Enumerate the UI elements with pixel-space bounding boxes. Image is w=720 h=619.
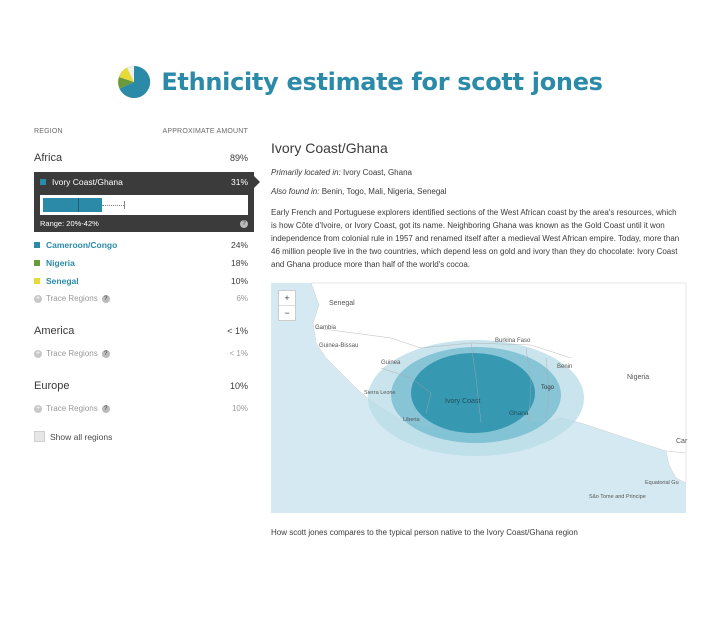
continent-pct: 89%	[229, 153, 248, 163]
trace-label: Trace Regions	[46, 294, 98, 303]
range-bar-fill	[43, 198, 102, 212]
continent-pct: < 1%	[227, 326, 248, 336]
trace-regions-africa[interactable]	[34, 294, 248, 303]
map-label-benin: Benin	[557, 364, 573, 370]
subregion-name: Cameroon/Congo	[46, 240, 118, 250]
trace-label: Trace Regions	[46, 349, 98, 358]
map-label-sierra-leone: Sierra Leone	[364, 390, 396, 396]
also-found-value: Benin, Togo, Mali, Nigeria, Senegal	[321, 187, 447, 196]
region-color-swatch	[34, 278, 40, 284]
amount-column-header: APPROXIMATE AMOUNT	[162, 128, 248, 135]
range-bar	[40, 195, 248, 215]
range-bar-end-tick	[124, 201, 125, 209]
comparison-heading: How scott jones compares to the typical person native to the Ivory Coast/Ghana region	[271, 528, 578, 537]
region-color-swatch	[40, 179, 46, 185]
map-label-senegal: Senegal	[329, 300, 355, 307]
subregion-senegal[interactable]	[34, 276, 248, 286]
expand-plus-icon: +	[35, 294, 41, 302]
selected-region-name: Ivory Coast/Ghana	[52, 177, 123, 187]
continent-africa[interactable]	[34, 152, 248, 164]
subregion-name: Nigeria	[46, 258, 75, 268]
primarily-value: Ivory Coast, Ghana	[343, 168, 412, 177]
expand-plus-icon: +	[35, 349, 41, 357]
trace-regions-europe[interactable]	[34, 404, 248, 413]
primarily-label: Primarily located in:	[271, 168, 341, 177]
help-icon[interactable]: ?	[240, 220, 248, 228]
map-label-equatorial-guinea: Equatorial Gu	[645, 480, 679, 486]
trace-pct: < 1%	[229, 349, 248, 358]
map-label-gambia: Gambia	[315, 325, 337, 331]
region-detail-title: Ivory Coast/Ghana	[271, 140, 388, 156]
region-color-swatch	[34, 260, 40, 266]
map-label-guinea: Guinea	[381, 360, 401, 366]
region-list-panel	[34, 128, 248, 442]
page-title: Ethnicity estimate for scott jones	[161, 68, 603, 96]
show-all-label: Show all regions	[50, 431, 113, 442]
show-all-regions-toggle[interactable]	[34, 431, 248, 442]
map-label-guinea-bissau: Guinea-Bissau	[319, 343, 359, 349]
continent-name: Europe	[34, 380, 70, 392]
help-icon[interactable]: ?	[102, 350, 110, 358]
selected-region-ivory-coast-ghana[interactable]	[34, 172, 254, 232]
also-found-line	[271, 187, 683, 196]
ethnicity-pie-icon	[117, 65, 151, 99]
region-map[interactable]	[271, 283, 686, 513]
subregion-nigeria[interactable]	[34, 258, 248, 268]
continent-name: Africa	[34, 152, 63, 164]
subregion-pct: 24%	[230, 240, 248, 250]
column-headers	[34, 128, 248, 135]
region-column-header: REGION	[34, 128, 63, 135]
continent-america[interactable]	[34, 325, 248, 337]
page-header	[0, 60, 720, 104]
map-label-ghana: Ghana	[509, 410, 529, 417]
subregion-cameroon-congo[interactable]	[34, 240, 248, 250]
range-bar-marker	[78, 198, 79, 212]
land-mass-east	[666, 451, 686, 483]
region-description: Early French and Portuguese explorers identified sections of the West African coast by the area's resources, which is how Côte d'Ivoire, or Ivory Coast, got its name. Neighboring Ghana was known as the Gold Coast until it won independence from colonial rule in 1957 and renamed itself after a medieval West African empire. Today, more than 46 million people live in the two countries, which depend less on gold and ivory than they do chocolate: Ivory Coast and Ghana produce more than half of the world's cocoa.	[271, 208, 680, 269]
help-icon[interactable]: ?	[102, 295, 110, 303]
help-icon[interactable]: ?	[102, 405, 110, 413]
map-label-cameroon-partial: Car	[676, 438, 688, 445]
range-bar-dotted-extension	[102, 205, 124, 206]
subregion-name: Senegal	[46, 276, 79, 286]
trace-pct: 10%	[231, 404, 248, 413]
map-label-togo: Togo	[541, 385, 555, 391]
also-found-label: Also found in:	[271, 187, 320, 196]
map-label-nigeria: Nigeria	[627, 374, 650, 381]
primarily-located-line	[271, 168, 683, 177]
trace-label: Trace Regions	[46, 404, 98, 413]
continent-pct: 10%	[229, 381, 248, 391]
map-label-sao-tome: São Tome and Principe	[589, 494, 646, 500]
map-label-burkina-faso: Burkina Faso	[495, 338, 531, 344]
zoom-out-button[interactable]: −	[284, 308, 290, 318]
continent-name: America	[34, 325, 75, 337]
checkbox[interactable]	[34, 431, 45, 442]
expand-plus-icon: +	[35, 404, 41, 412]
map-zoom-control	[278, 290, 296, 321]
map-label-ivory-coast: Ivory Coast	[445, 398, 481, 405]
region-detail	[271, 140, 683, 271]
map-label-liberia: Liberia	[403, 417, 420, 423]
subregion-pct: 10%	[230, 276, 248, 286]
region-core	[411, 353, 535, 433]
continent-europe[interactable]	[34, 380, 248, 392]
region-color-swatch	[34, 242, 40, 248]
selected-region-pct: 31%	[230, 177, 248, 187]
subregion-pct: 18%	[230, 258, 248, 268]
range-text: Range: 20%-42%	[40, 219, 99, 228]
trace-regions-america[interactable]	[34, 349, 248, 358]
trace-pct: 6%	[236, 294, 248, 303]
zoom-in-button[interactable]: +	[279, 291, 295, 306]
